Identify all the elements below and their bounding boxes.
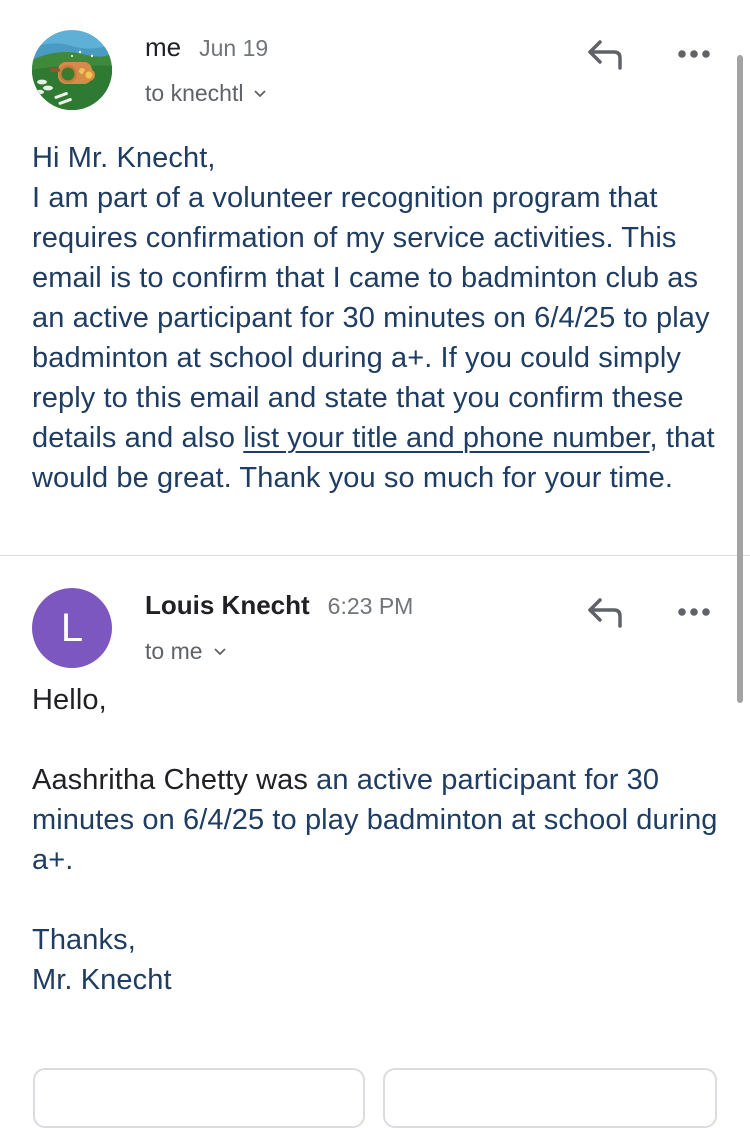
reply-arrow-icon (584, 34, 628, 74)
blank-line (32, 880, 718, 920)
reply-button[interactable] (584, 592, 628, 632)
signature: Mr. Knecht (32, 964, 172, 996)
more-horizontal-icon (672, 598, 716, 626)
hobbit-house-avatar-icon (32, 30, 112, 110)
more-options-button[interactable] (672, 598, 716, 626)
avatar-letter: L (60, 605, 84, 650)
recipient-label: to me (145, 638, 203, 664)
recipient-toggle[interactable] (145, 80, 267, 107)
message-time: 6:23 PM (327, 593, 414, 619)
body-text-blue: an active participant for 30 minutes on 6/4/25 to play badminton at school during a+. (32, 764, 718, 876)
forward-action-button[interactable] (383, 1068, 717, 1128)
body-text-before: I am part of a volunteer recognition program that requires confirmation of my service activities. This email is to confirm that I came to badminton club as an active participant for 30 minutes on 6/4/25 to play badminton at school during a+. If you could simply reply to this email and state that you confirm these details and also (32, 182, 710, 454)
chevron-down-icon (253, 89, 267, 99)
reply-arrow-icon (584, 592, 628, 632)
greeting: Hello, (32, 684, 107, 716)
body-paragraph (32, 178, 718, 498)
sender-name: Louis Knecht (145, 590, 310, 620)
email-message-1 (0, 0, 750, 498)
reply-action-button[interactable] (33, 1068, 365, 1128)
more-options-button[interactable] (672, 40, 716, 68)
message-body (0, 138, 750, 498)
message-header (0, 558, 750, 678)
chevron-down-icon (213, 647, 227, 657)
greeting: Hi Mr. Knecht, (32, 142, 216, 174)
email-message-2 (0, 558, 750, 1000)
body-text-after: , that would be great. Thank you so much for your time. (32, 422, 715, 494)
signoff: Thanks, (32, 924, 136, 956)
scrollbar[interactable] (737, 55, 743, 703)
sender-name: me (145, 32, 182, 62)
recipient-label: to knechtl (145, 80, 244, 106)
body-paragraph (32, 760, 718, 880)
more-horizontal-icon (672, 40, 716, 68)
recipient-toggle[interactable] (145, 638, 227, 665)
avatar[interactable] (32, 588, 112, 668)
body-text-dark: Aashritha Chetty was (32, 764, 317, 796)
message-body (0, 680, 750, 1000)
reply-button[interactable] (584, 34, 628, 74)
message-date: Jun 19 (199, 35, 269, 61)
sender-line (145, 590, 413, 621)
blank-line (32, 720, 718, 760)
avatar[interactable] (32, 30, 112, 110)
sender-line (145, 32, 268, 63)
underlined-request: list your title and phone number (243, 422, 650, 454)
message-divider (0, 555, 750, 556)
message-header (0, 0, 750, 120)
